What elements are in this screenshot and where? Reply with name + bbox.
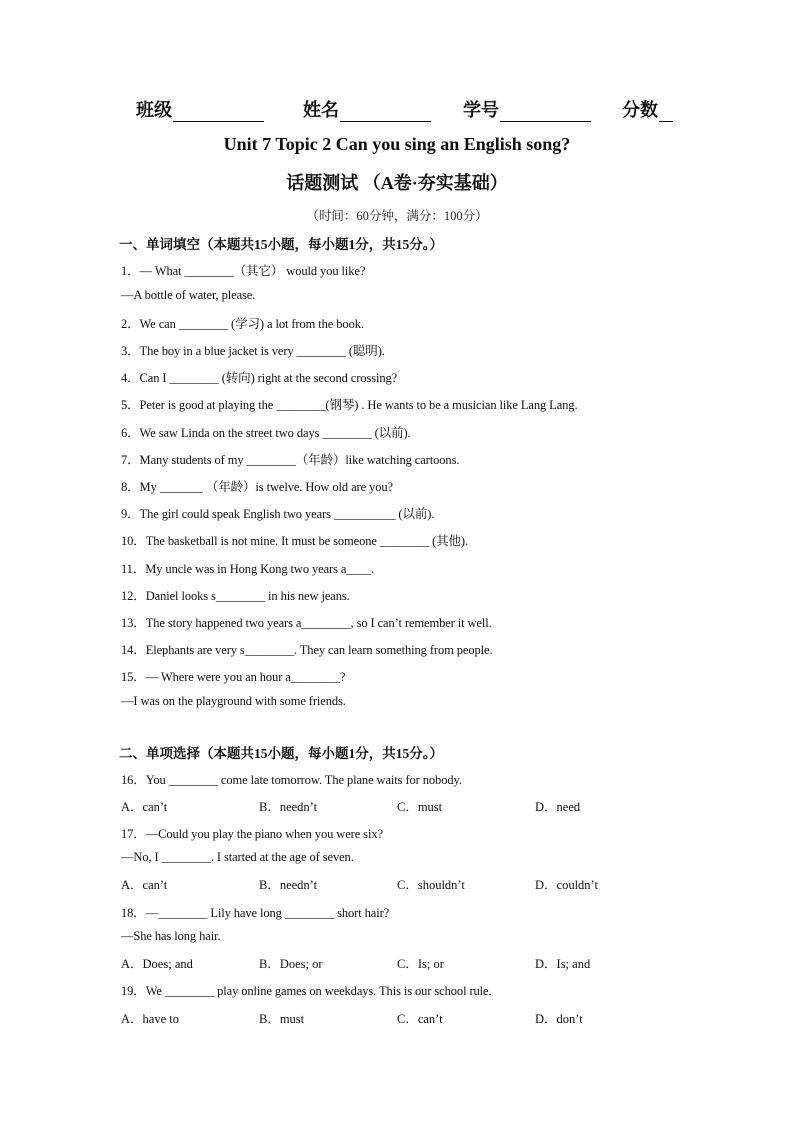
question-line: 11．My uncle was in Hong Kong two years a____. — [121, 562, 374, 576]
unit-title: Unit 7 Topic 2 Can you sing an English song? — [223, 134, 571, 154]
answer-options — [121, 797, 741, 815]
question-line: 1．— What ________（其它） would you like? — [121, 264, 366, 278]
time-info: （时间：60分钟，满分：100分） — [306, 209, 488, 223]
option-a: A．have to — [121, 1012, 179, 1026]
option-b: B．needn’t — [259, 878, 318, 892]
name-blank — [340, 101, 431, 122]
class-label: 班级 — [136, 100, 172, 120]
class-blank — [173, 101, 264, 122]
answer-options — [121, 1009, 741, 1027]
question-line: —I was on the playground with some friends. — [121, 694, 346, 708]
score-field — [622, 96, 673, 122]
question-line: 4．Can I ________ (转向) right at the second crossing? — [121, 371, 398, 385]
student-number-label: 学号 — [463, 100, 499, 120]
question-stem: 18．—________ Lily have long ________ short hair? — [121, 906, 390, 920]
name-field — [303, 96, 431, 122]
question-stem: —She has long hair. — [121, 929, 221, 943]
option-d: D．don’t — [535, 1012, 583, 1026]
question-line: 12．Daniel looks s________ in his new jeans. — [121, 589, 350, 603]
question-line: 7．Many students of my ________（年龄）like watching cartoons. — [121, 453, 460, 467]
answer-options — [121, 875, 741, 893]
question-stem: —No, I ________. I started at the age of seven. — [121, 850, 354, 864]
name-label: 姓名 — [303, 100, 339, 120]
option-b: B．Does; or — [259, 957, 323, 971]
question-line: 2．We can ________ (学习) a lot from the book. — [121, 317, 364, 331]
option-c: C．shouldn’t — [397, 878, 465, 892]
option-a: A．Does; and — [121, 957, 193, 971]
question-line: 15．— Where were you an hour a________? — [121, 670, 346, 684]
class-field — [136, 96, 264, 122]
question-line: 14．Elephants are very s________. They can learn something from people. — [121, 643, 493, 657]
question-stem: 17．—Could you play the piano when you were six? — [121, 827, 383, 841]
option-d: D．Is; and — [535, 957, 591, 971]
question-line: 3．The boy in a blue jacket is very ________ (聪明). — [121, 344, 385, 358]
test-title: 话题测试 （A卷·夯实基础） — [286, 173, 508, 193]
option-b: B．must — [259, 1012, 305, 1026]
option-c: C．must — [397, 800, 443, 814]
option-b: B．needn’t — [259, 800, 318, 814]
question-stem: 16．You ________ come late tomorrow. The plane waits for nobody. — [121, 773, 462, 787]
question-stem: 19．We ________ play online games on weekdays. This is our school rule. — [121, 984, 492, 998]
question-line: 10．The basketball is not mine. It must be someone ________ (其他). — [121, 534, 469, 548]
score-label: 分数 — [622, 100, 658, 120]
option-c: C．Is; or — [397, 957, 444, 971]
student-info-row — [0, 96, 794, 124]
question-line: 8．My _______ （年龄）is twelve. How old are you? — [121, 480, 393, 494]
option-d: D．couldn’t — [535, 878, 598, 892]
section2-heading: 二、单项选择（本题共15小题，每小题1分，共15分。） — [119, 746, 443, 761]
option-a: A．can’t — [121, 800, 168, 814]
student-number-blank — [500, 101, 591, 122]
score-blank — [659, 101, 673, 122]
option-d: D．need — [535, 800, 581, 814]
student-number-field — [463, 96, 591, 122]
question-line: 9．The girl could speak English two years __________ (以前). — [121, 507, 435, 521]
option-c: C．can’t — [397, 1012, 443, 1026]
option-a: A．can’t — [121, 878, 168, 892]
question-line: —A bottle of water, please. — [121, 288, 256, 302]
question-line: 5．Peter is good at playing the ________(钢琴) . He wants to be a musician like Lang Lang. — [121, 398, 578, 412]
answer-options — [121, 954, 741, 972]
section1-heading: 一、单词填空（本题共15小题，每小题1分，共15分。） — [119, 237, 443, 252]
question-line: 6．We saw Linda on the street two days ________ (以前). — [121, 426, 411, 440]
question-line: 13．The story happened two years a________, so I can’t remember it well. — [121, 616, 492, 630]
